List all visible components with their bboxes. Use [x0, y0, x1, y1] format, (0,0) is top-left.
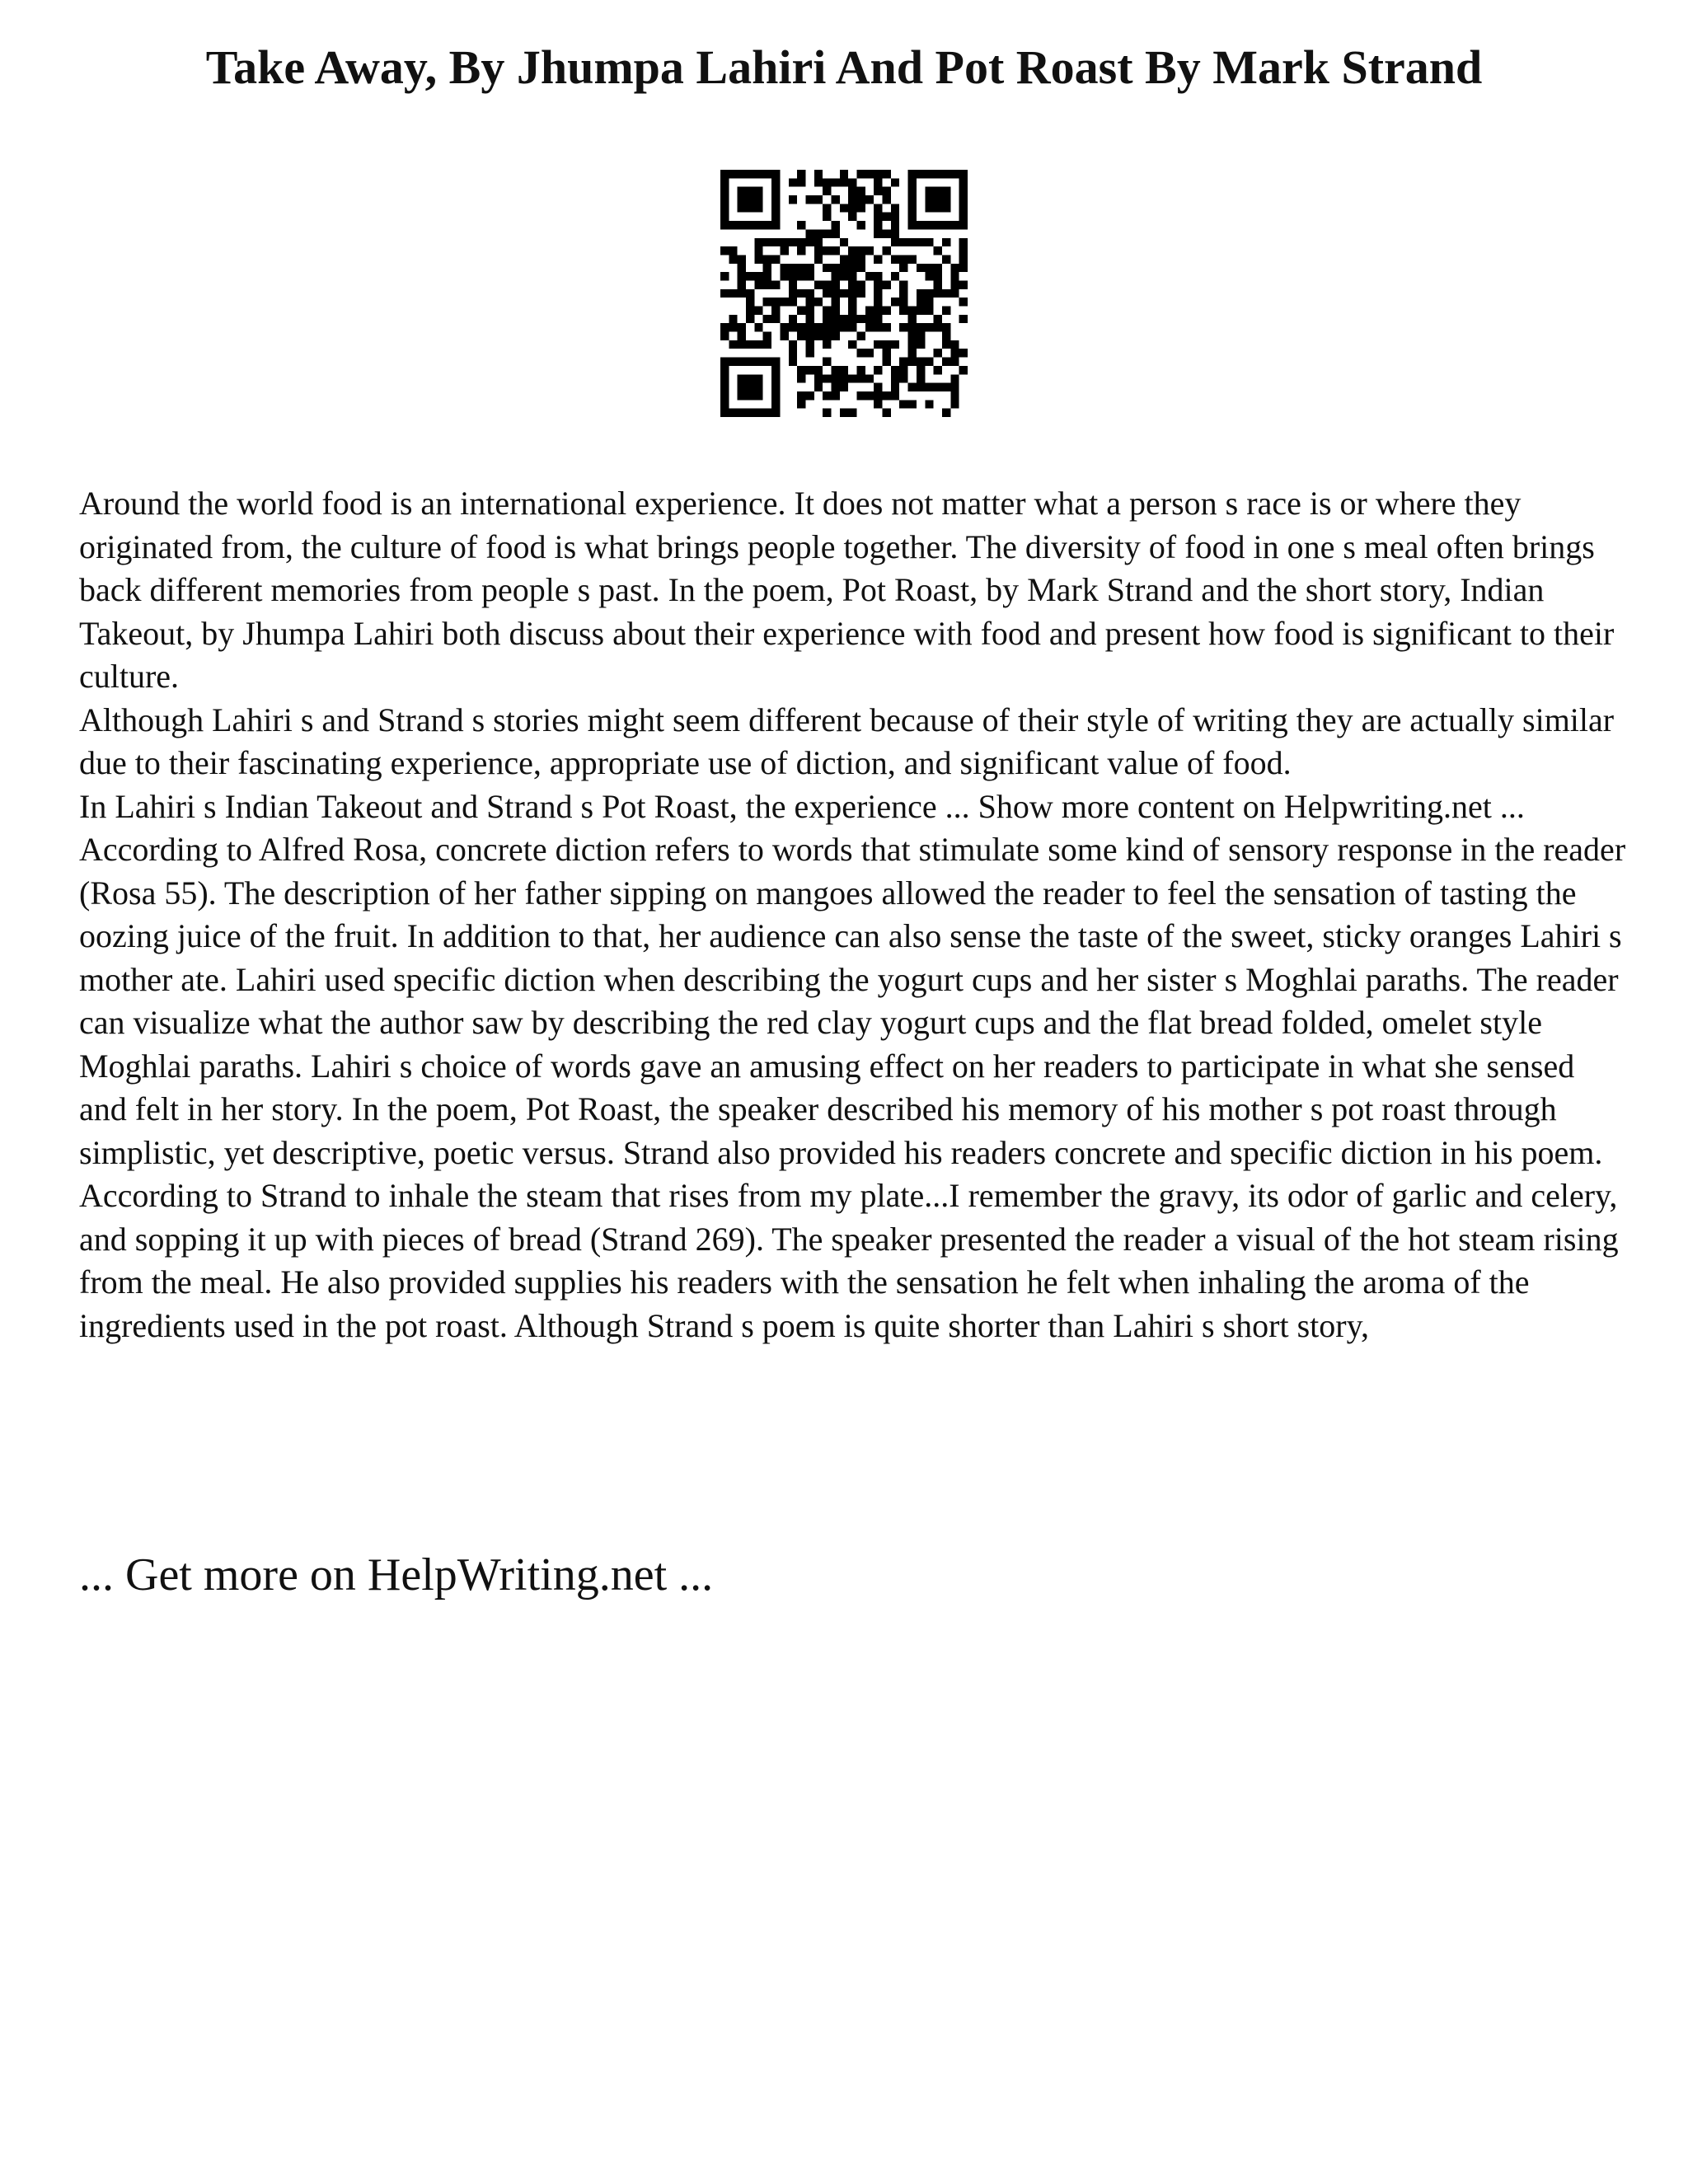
paragraph-thesis: Although Lahiri s and Strand s stories might seem different because of their style of writing they are actually similar due to their fascinating experience, appropriate use of diction, and significant value of food. [79, 701, 1615, 781]
qr-code-icon [720, 170, 968, 417]
paragraph-diction: According to Alfred Rosa, concrete diction refers to words that stimulate some kind of sensory response in the reader (Rosa 55). The description of her father sipping on mangoes allowed the reader to feel the sensation of tasting the oozing juice of the fruit. In addition to that, her audience can also sense the taste of the sweet, sticky oranges Lahiri s mother ate. Lahiri used specific diction when describing the yogurt cups and her sister s Moghlai paraths. The reader can visualize what the author saw by describing the red clay yogurt cups and the flat bread folded, omelet style Moghlai paraths. Lahiri s choice of words gave an amusing effect on her readers to participate in what she sensed and felt in her story. In the poem, Pot Roast, the speaker described his memory of his mother s pot roast through simplistic, yet descriptive, poetic versus. Strand also provided his readers concrete and specific diction in his poem. According to Strand to inhale the steam that rises from my plate...I remember the gravy, its odor of garlic and celery, and sopping it up with pieces of bread (Strand 269). The speaker presented the reader a visual of the hot steam rising from the meal. He also provided supplies his readers with the sensation he felt when inhaling the aroma of the ingredients used in the pot roast. Although Strand s poem is quite shorter than Lahiri s short story, [79, 831, 1626, 1344]
document-body [79, 482, 1629, 1347]
get-more-link[interactable]: ... Get more on HelpWriting.net ... [79, 1549, 714, 1601]
document-title: Take Away, By Jhumpa Lahiri And Pot Roast By Mark Strand [205, 40, 1483, 94]
paragraph-intro: Around the world food is an international experience. It does not matter what a person s race is or where they originated from, the culture of food is what brings people together. The diversity of food in one s meal often brings back different memories from people s past. In the poem, Pot Roast, by Mark Strand and the short story, Indian Takeout, by Jhumpa Lahiri both discuss about their experience with food and present how food is significant to their culture. [79, 485, 1615, 695]
qr-code-icon-graphic [720, 170, 968, 417]
paragraph-experience: In Lahiri s Indian Takeout and Strand s Pot Roast, the experience ... Show more content on Helpwriting.net ... [79, 787, 1525, 825]
